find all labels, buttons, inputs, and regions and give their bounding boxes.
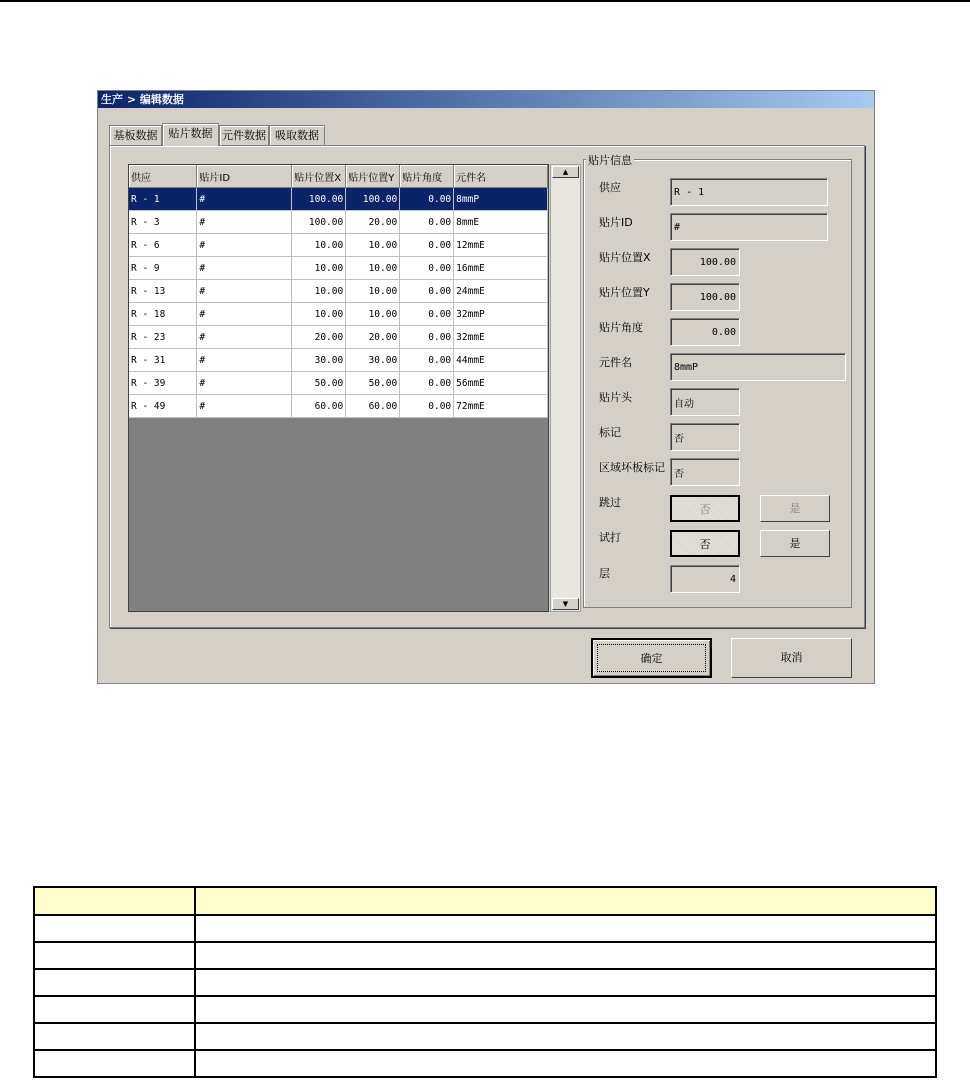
cell-supply: R - 13 [129, 280, 197, 303]
edit-data-dialog [97, 90, 875, 684]
cancel-button[interactable]: 取消 [731, 638, 852, 678]
doc-table-cell [195, 996, 936, 1023]
cell-angle: 0.00 [400, 303, 454, 326]
mark-field: 否 [670, 423, 740, 451]
table-row[interactable] [129, 234, 548, 257]
ok-button[interactable] [591, 638, 712, 678]
scroll-up-icon[interactable]: ▲ [552, 166, 579, 178]
doc-table-row [34, 1023, 936, 1050]
doc-table-cell [34, 887, 195, 915]
doc-table-cell [195, 915, 936, 942]
col-header-part-name[interactable]: 元件名 [454, 165, 548, 188]
col-header-pos-x[interactable]: 贴片位置X [292, 165, 346, 188]
cell-pos-x: 60.00 [292, 395, 346, 418]
area-bad-mark-field: 否 [670, 458, 740, 486]
doc-table-cell [195, 1023, 936, 1050]
doc-table-cell [34, 996, 195, 1023]
cell-id: # [197, 326, 292, 349]
cell-angle: 0.00 [400, 188, 454, 211]
tab-placement-data[interactable]: 贴片数据 [162, 123, 219, 146]
cell-pos-x: 10.00 [292, 234, 346, 257]
doc-table-row [34, 969, 936, 996]
cell-id: # [197, 395, 292, 418]
cell-pos-x: 100.00 [292, 211, 346, 234]
cell-pos-x: 10.00 [292, 303, 346, 326]
cell-supply: R - 1 [129, 188, 197, 211]
skip-yes-button[interactable]: 是 [760, 495, 830, 522]
col-header-angle[interactable]: 贴片角度 [400, 165, 454, 188]
layer-label: 层 [599, 567, 610, 580]
doc-table-cell [34, 969, 195, 996]
cell-part-name: 12mmE [454, 234, 548, 257]
dialog-title: 生产 > 编辑数据 [98, 91, 874, 108]
page-top-rule [0, 0, 970, 2]
table-row[interactable] [129, 326, 548, 349]
cell-supply: R - 3 [129, 211, 197, 234]
cell-id: # [197, 349, 292, 372]
cell-pos-y: 10.00 [346, 280, 400, 303]
cell-part-name: 16mmE [454, 257, 548, 280]
doc-table-cell [34, 1023, 195, 1050]
cell-pos-y: 10.00 [346, 303, 400, 326]
cell-supply: R - 49 [129, 395, 197, 418]
placement-id-label: 贴片ID [599, 216, 633, 229]
cell-supply: R - 31 [129, 349, 197, 372]
tab-part-data[interactable]: 元件数据 [219, 125, 269, 145]
cell-id: # [197, 372, 292, 395]
doc-table-cell [34, 942, 195, 969]
scroll-down-icon[interactable]: ▼ [552, 598, 579, 610]
cell-pos-y: 30.00 [346, 349, 400, 372]
document-table [33, 886, 937, 1078]
table-row[interactable] [129, 211, 548, 234]
cell-part-name: 56mmE [454, 372, 548, 395]
supply-field: R - 1 [670, 178, 828, 206]
cell-id: # [197, 234, 292, 257]
cell-pos-y: 20.00 [346, 326, 400, 349]
mark-label: 标记 [599, 426, 621, 439]
cell-part-name: 72mmE [454, 395, 548, 418]
doc-table-cell [195, 887, 936, 915]
layer-field: 4 [670, 565, 740, 593]
cell-supply: R - 6 [129, 234, 197, 257]
cell-pos-y: 100.00 [346, 188, 400, 211]
part-name-field: 8mmP [670, 353, 846, 381]
cell-supply: R - 9 [129, 257, 197, 280]
placement-info-title: 贴片信息 [588, 154, 632, 167]
cell-angle: 0.00 [400, 395, 454, 418]
test-yes-button[interactable]: 是 [760, 530, 830, 557]
table-row[interactable] [129, 372, 548, 395]
cell-pos-x: 100.00 [292, 188, 346, 211]
cell-pos-y: 60.00 [346, 395, 400, 418]
cell-part-name: 44mmE [454, 349, 548, 372]
head-label: 贴片头 [599, 391, 632, 404]
table-row[interactable] [129, 188, 548, 211]
cell-pos-x: 10.00 [292, 257, 346, 280]
pos-x-field: 100.00 [670, 248, 740, 276]
skip-no-button[interactable]: 否 [670, 495, 740, 522]
cell-pos-y: 20.00 [346, 211, 400, 234]
doc-table-cell [195, 969, 936, 996]
table-row[interactable] [129, 257, 548, 280]
angle-field: 0.00 [670, 318, 740, 346]
cell-part-name: 32mmP [454, 303, 548, 326]
tab-pickup-data[interactable]: 吸取数据 [269, 125, 325, 145]
test-label: 试打 [599, 531, 621, 544]
cell-part-name: 24mmE [454, 280, 548, 303]
cell-supply: R - 23 [129, 326, 197, 349]
focus-rect [597, 644, 706, 672]
doc-table-header-row [34, 887, 936, 915]
cell-supply: R - 18 [129, 303, 197, 326]
cell-angle: 0.00 [400, 349, 454, 372]
cell-pos-x: 20.00 [292, 326, 346, 349]
pos-y-field: 100.00 [670, 283, 740, 311]
grid-scrollbar[interactable] [550, 164, 581, 612]
cell-pos-y: 50.00 [346, 372, 400, 395]
placement-grid[interactable] [128, 164, 549, 612]
tab-board-data[interactable]: 基板数据 [109, 125, 162, 145]
pos-y-label: 贴片位置Y [599, 286, 650, 299]
cell-angle: 0.00 [400, 372, 454, 395]
cell-angle: 0.00 [400, 234, 454, 257]
placement-table [129, 165, 548, 418]
table-row[interactable] [129, 349, 548, 372]
cell-pos-x: 50.00 [292, 372, 346, 395]
angle-label: 贴片角度 [599, 321, 643, 334]
doc-table-cell [34, 915, 195, 942]
table-row[interactable] [129, 280, 548, 303]
doc-table-cell [195, 942, 936, 969]
doc-table-cell [195, 1050, 936, 1077]
cell-pos-y: 10.00 [346, 234, 400, 257]
ok-button-label: 确定 [640, 652, 663, 665]
cell-pos-x: 10.00 [292, 280, 346, 303]
cell-part-name: 32mmE [454, 326, 548, 349]
cell-angle: 0.00 [400, 257, 454, 280]
cell-part-name: 8mmE [454, 211, 548, 234]
head-field: 自动 [670, 388, 740, 416]
cell-id: # [197, 280, 292, 303]
test-no-button[interactable]: 否 [670, 530, 740, 557]
part-name-label: 元件名 [599, 356, 632, 369]
table-row[interactable] [129, 303, 548, 326]
doc-table-cell [34, 1050, 195, 1077]
pos-x-label: 贴片位置X [599, 251, 651, 264]
skip-label: 跳过 [599, 496, 621, 509]
doc-table-row [34, 915, 936, 942]
doc-table-row [34, 942, 936, 969]
cell-id: # [197, 257, 292, 280]
cell-part-name: 8mmP [454, 188, 548, 211]
col-header-id[interactable]: 贴片ID [197, 165, 292, 188]
table-row[interactable] [129, 395, 548, 418]
cell-angle: 0.00 [400, 211, 454, 234]
col-header-pos-y[interactable]: 贴片位置Y [346, 165, 400, 188]
cell-pos-y: 10.00 [346, 257, 400, 280]
cell-supply: R - 39 [129, 372, 197, 395]
placement-id-field: # [670, 213, 828, 241]
cell-id: # [197, 188, 292, 211]
cell-angle: 0.00 [400, 326, 454, 349]
cell-pos-x: 30.00 [292, 349, 346, 372]
cell-id: # [197, 211, 292, 234]
area-bad-mark-label: 区域坏板标记 [599, 461, 665, 474]
supply-label: 供应 [599, 181, 621, 194]
col-header-supply[interactable]: 供应 [129, 165, 197, 188]
doc-table-row [34, 1050, 936, 1077]
cell-id: # [197, 303, 292, 326]
cell-angle: 0.00 [400, 280, 454, 303]
doc-table-row [34, 996, 936, 1023]
